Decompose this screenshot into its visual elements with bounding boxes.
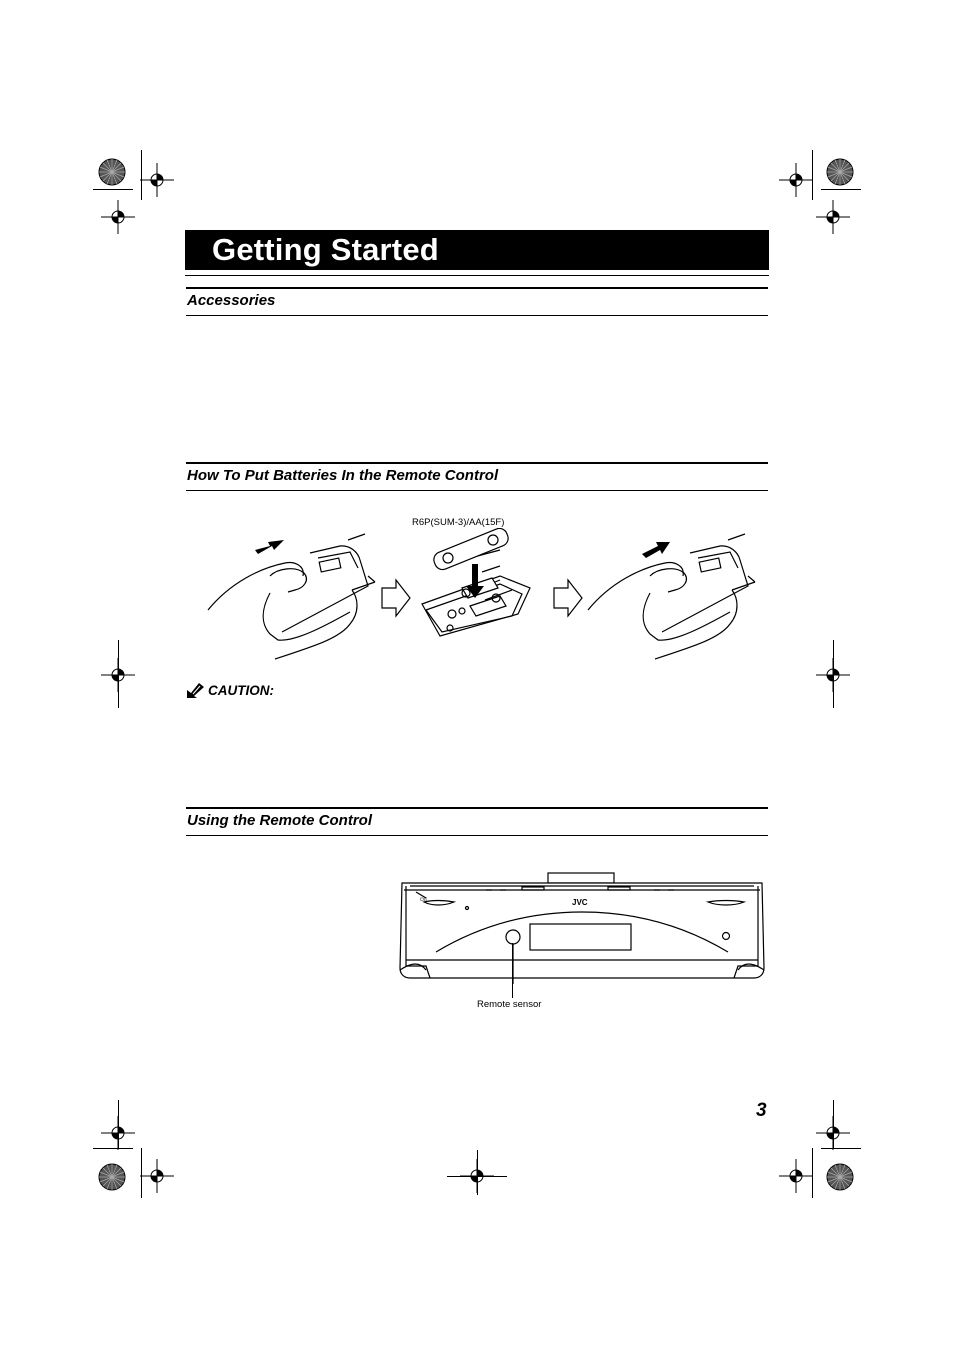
page-title: Getting Started [212, 232, 439, 267]
battery-installation-illustration [200, 528, 760, 668]
registration-mark-icon [816, 200, 850, 234]
section-top-rule [186, 462, 768, 464]
registration-mark-icon [140, 163, 174, 197]
registration-mark-icon [816, 1116, 850, 1150]
spoke-mark-icon [826, 1163, 854, 1191]
remote-sensor-label: Remote sensor [477, 999, 542, 1010]
section-bottom-rule [186, 315, 768, 316]
registration-mark-icon [101, 200, 135, 234]
step1-hand-open-cover [208, 534, 375, 659]
page-number: 3 [756, 1100, 767, 1121]
remote-section [186, 807, 768, 837]
section-bottom-rule [186, 490, 768, 491]
caution-pencil-icon [186, 682, 205, 699]
spoke-mark-icon [98, 1163, 126, 1191]
outline-arrow-right-icon [554, 580, 582, 616]
accessories-heading: Accessories [187, 292, 276, 309]
svg-text:⏻/I: ⏻/I [420, 897, 427, 903]
registration-mark-icon [101, 1116, 135, 1150]
registration-mark-icon [140, 1159, 174, 1193]
registration-mark-icon [779, 1159, 813, 1193]
section-bottom-rule [186, 835, 768, 836]
spoke-mark-icon [826, 158, 854, 186]
page-title-bar [185, 230, 769, 270]
battery-type-label: R6P(SUM-3)/AA(15F) [412, 517, 505, 528]
spoke-mark-icon [98, 158, 126, 186]
batteries-heading: How To Put Batteries In the Remote Control [187, 467, 499, 484]
caution-label: CAUTION: [208, 683, 274, 698]
slide-right-arrow-icon [642, 542, 670, 558]
main-unit-illustration [396, 872, 768, 984]
remote-heading: Using the Remote Control [187, 812, 373, 829]
slide-left-arrow-icon [255, 540, 284, 554]
registration-mark-icon [779, 163, 813, 197]
step3-hand-close-cover [588, 534, 755, 659]
accessories-section [186, 287, 768, 317]
batteries-section [186, 462, 768, 492]
title-rule [185, 275, 769, 276]
outline-arrow-right-icon [382, 580, 410, 616]
device-brand-logo: JVC [572, 898, 588, 907]
section-top-rule [186, 807, 768, 809]
sensor-leader-line [512, 943, 513, 998]
section-top-rule [186, 287, 768, 289]
